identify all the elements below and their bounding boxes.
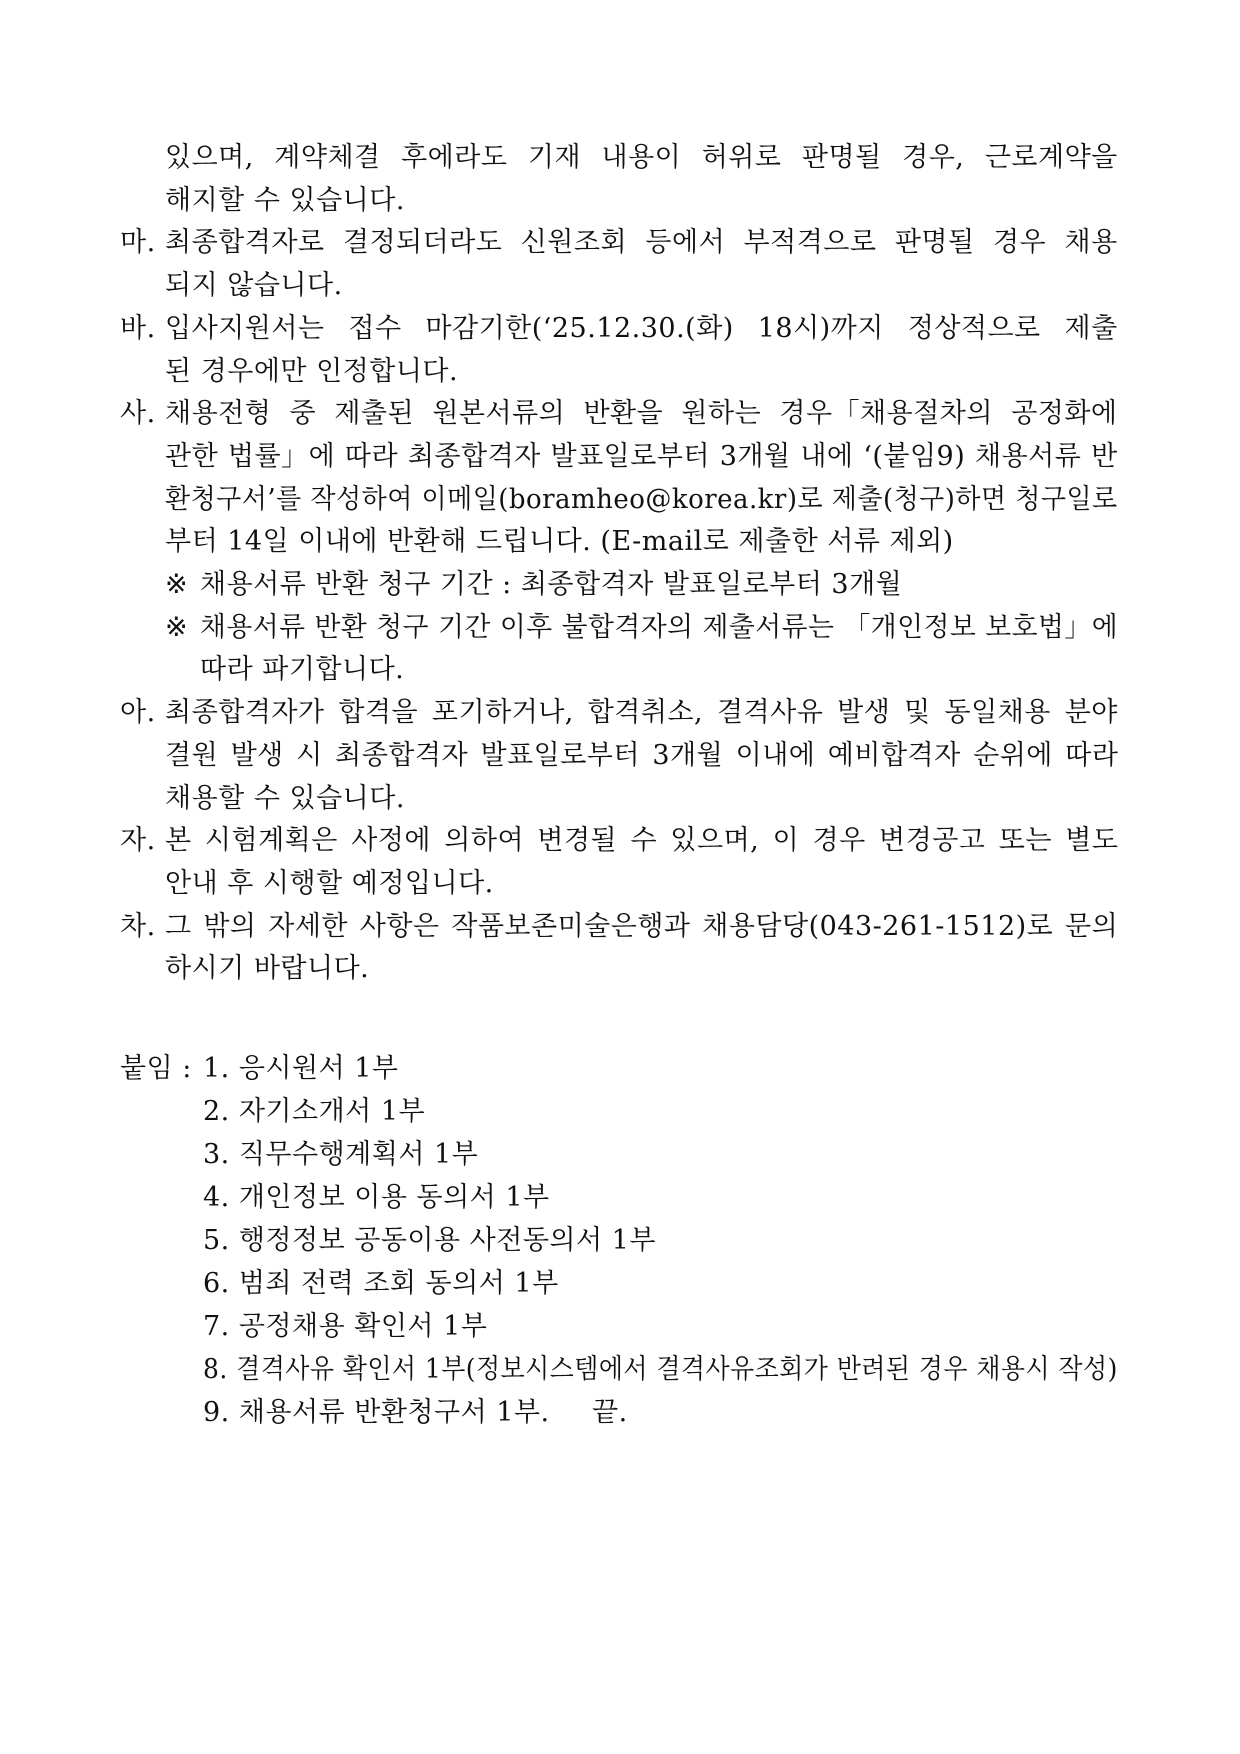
attachment-item: 8. 결격사유 확인서 1부(정보시스템에서 결격사유조회가 반려된 경우 채용시 작성) [203, 1354, 1118, 1385]
attachment-item: 3. 직무수행계획서 1부 [203, 1139, 479, 1170]
item-line: 부터 14일 이내에 반환해 드립니다. (E-mail로 제출한 서류 제외) [165, 526, 954, 558]
attachment-item: 6. 범죄 전력 조회 동의서 1부 [203, 1268, 559, 1299]
attachments-label: 붙임 : [120, 1053, 192, 1084]
attachment-item: 1. 응시원서 1부 [203, 1053, 399, 1084]
item-line: 결원 발생 시 최종합격자 발표일로부터 3개월 이내에 예비합격자 순위에 따라 [165, 739, 1119, 771]
note-marker: ※ [165, 611, 189, 643]
item-line: 본 시험계획은 사정에 의하여 변경될 수 있으며, 이 경우 변경공고 또는 별도 [165, 825, 1119, 857]
item-marker: 차. [120, 910, 156, 942]
item-line: 최종합격자로 결정되더라도 신원조회 등에서 부적격으로 판명될 경우 채용 [165, 227, 1118, 259]
attachment-item: 9. 채용서류 반환청구서 1부. [203, 1397, 550, 1428]
item-line: 채용할 수 있습니다. [165, 782, 405, 814]
paragraph-line: 있으며, 계약체결 후에라도 기재 내용이 허위로 판명될 경우, 근로계약을 [165, 142, 1118, 173]
item-line: 되지 않습니다. [165, 270, 343, 302]
note-line: 채용서류 반환 청구 기간 : 최종합격자 발표일로부터 3개월 [200, 569, 903, 600]
attachment-item: 5. 행정정보 공동이용 사전동의서 1부 [203, 1225, 656, 1256]
item-line: 관한 법률」에 따라 최종합격자 발표일로부터 3개월 내에 ‘(붙임9) 채용서류 반 [165, 440, 1118, 472]
item-marker: 바. [120, 312, 156, 344]
item-marker: 사. [120, 398, 156, 430]
paragraph-line: 해지할 수 있습니다. [165, 184, 405, 216]
end-mark: 끝. [592, 1397, 628, 1428]
item-line: 그 밖의 자세한 사항은 작품보존미술은행과 채용담당(043-261-1512)로 문의 [165, 910, 1119, 942]
item-marker: 자. [120, 825, 156, 857]
attachment-item: 7. 공정채용 확인서 1부 [203, 1311, 488, 1342]
item-line: 최종합격자가 합격을 포기하거나, 합격취소, 결격사유 발생 및 동일채용 분야 [165, 697, 1118, 729]
item-marker: 아. [120, 697, 156, 729]
item-line: 된 경우에만 인정합니다. [165, 355, 459, 387]
item-marker: 마. [120, 227, 156, 259]
note-marker: ※ [165, 569, 189, 600]
note-line: 따라 파기합니다. [200, 654, 405, 686]
note-line: 채용서류 반환 청구 기간 이후 불합격자의 제출서류는 「개인정보 보호법」에 [200, 611, 1119, 643]
attachment-item: 4. 개인정보 이용 동의서 1부 [203, 1182, 550, 1213]
item-line: 안내 후 시행할 예정입니다. [165, 867, 494, 899]
item-line: 채용전형 중 제출된 원본서류의 반환을 원하는 경우「채용절차의 공정화에 [165, 398, 1118, 430]
item-line: 환청구서’를 작성하여 이메일(boramheo@korea.kr)로 제출(청구)하면 청구일로 [165, 483, 1118, 515]
item-line: 하시기 바랍니다. [165, 953, 370, 985]
attachment-item: 2. 자기소개서 1부 [203, 1096, 426, 1127]
item-line: 입사지원서는 접수 마감기한(‘25.12.30.(화) 18시)까지 정상적으로 제출 [165, 312, 1118, 344]
